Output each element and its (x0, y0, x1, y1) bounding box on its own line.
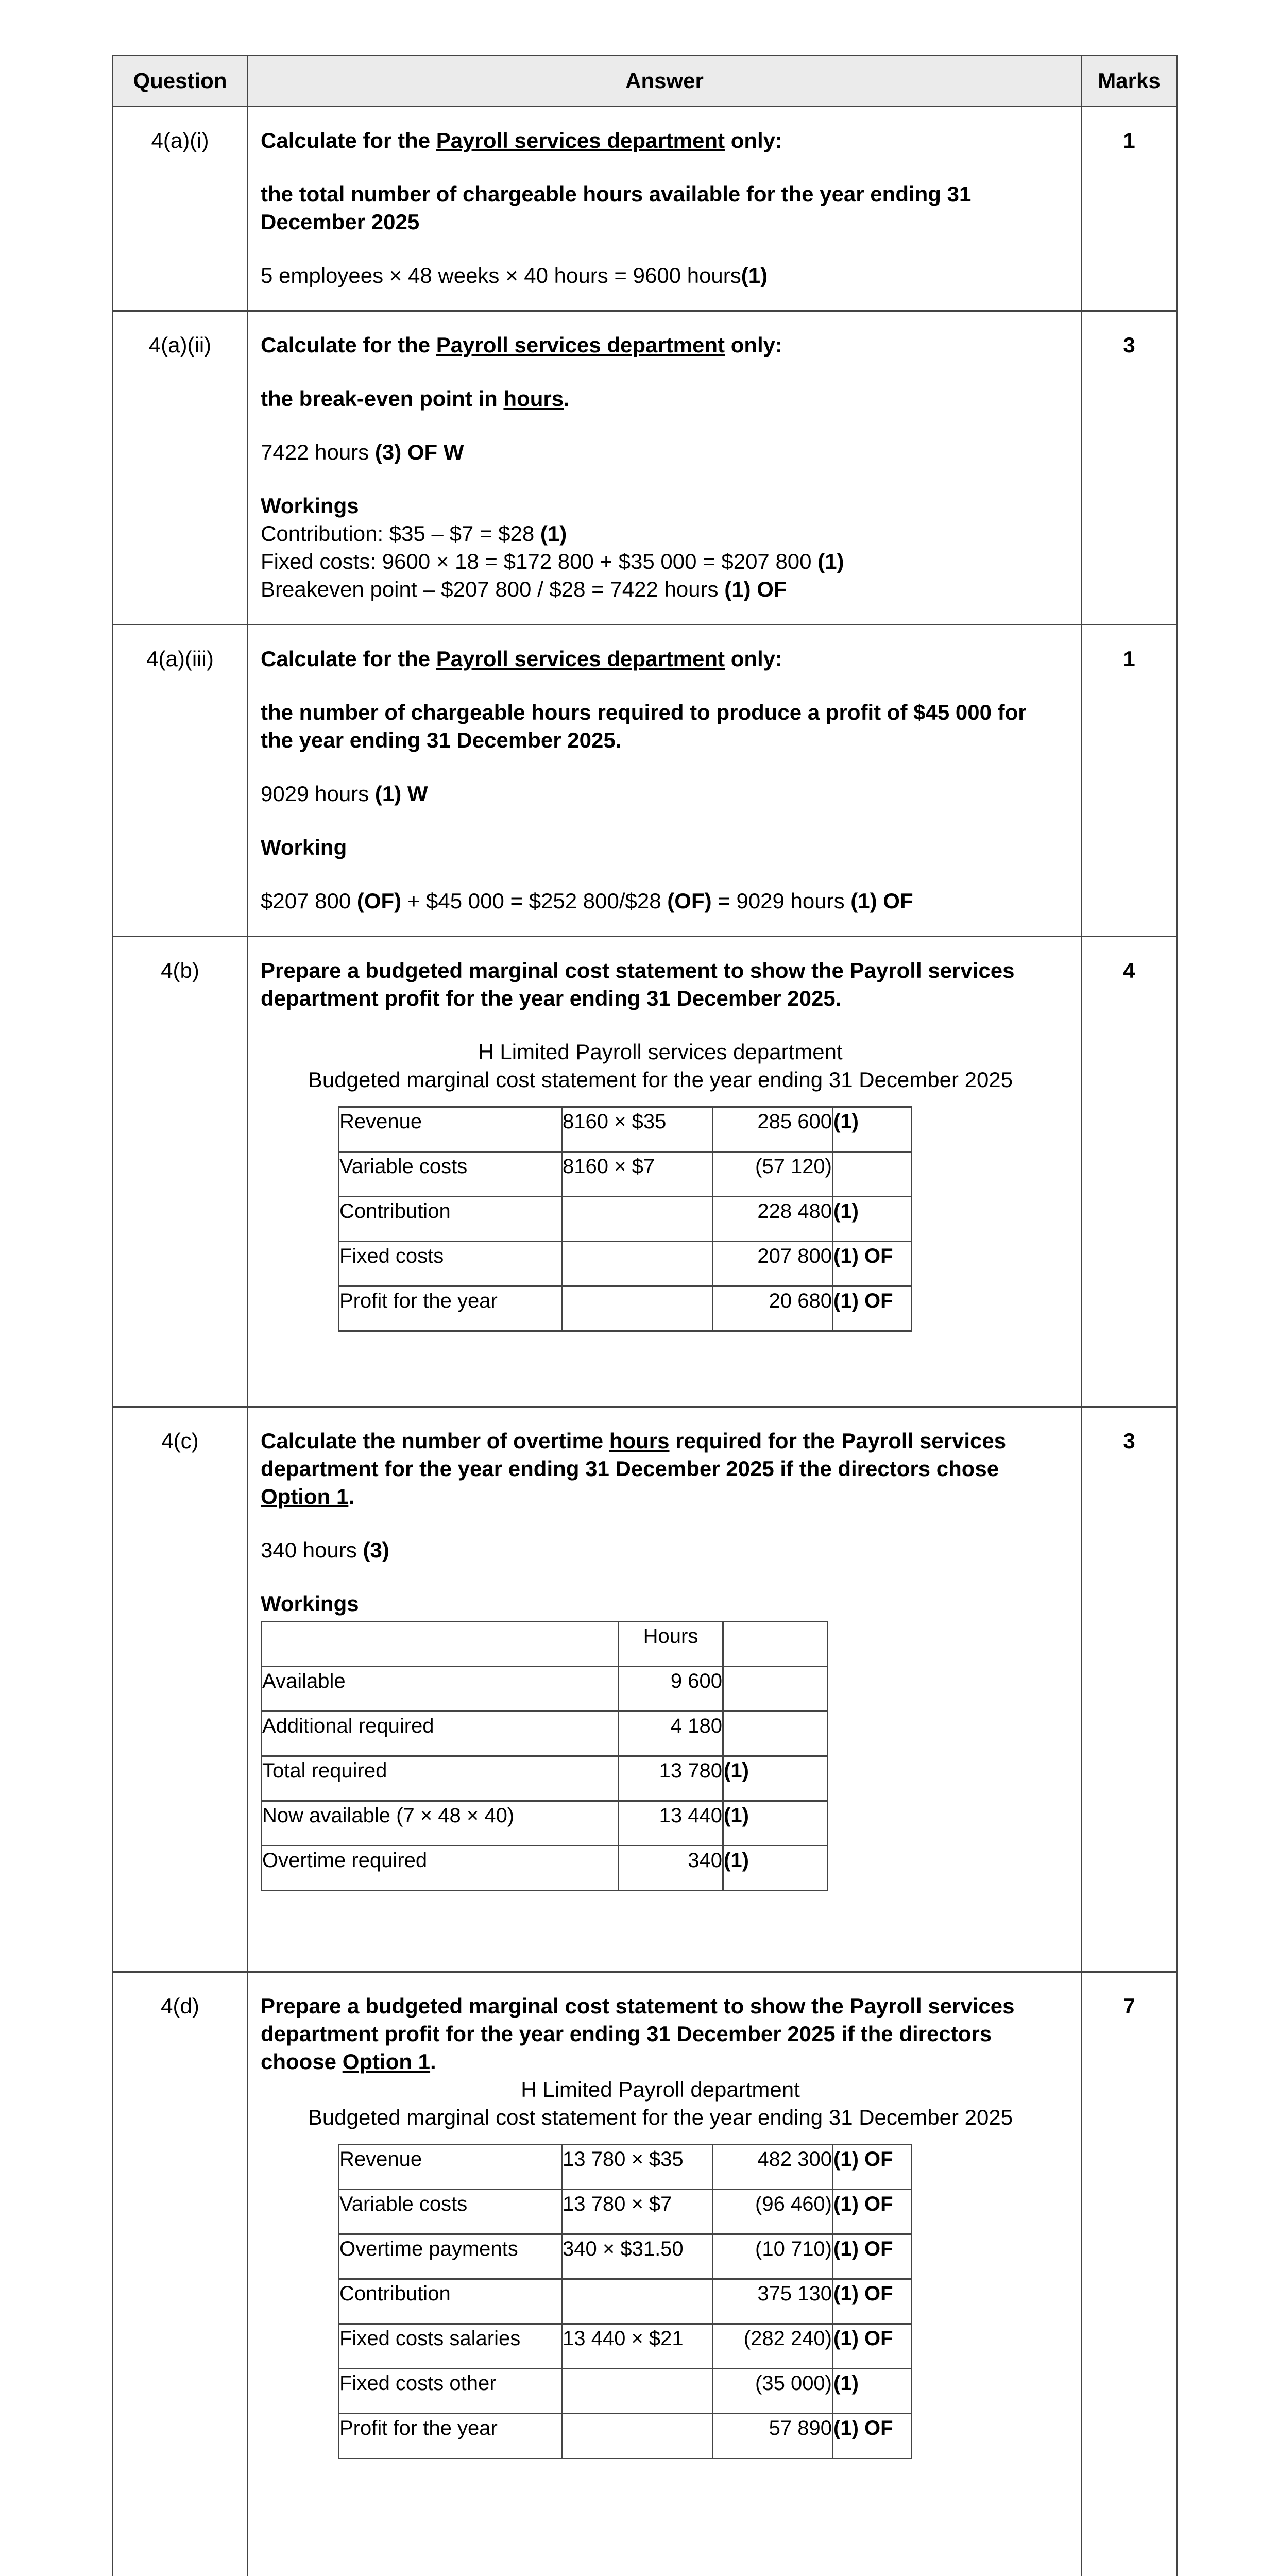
question-prompt: Prepare a budgeted marginal cost statement to show the Payroll services department profit for the year ending 31 December 2025. (261, 958, 1015, 1010)
working-line: Contribution: $35 – $7 = $28 (1) (261, 521, 567, 546)
row-label: Overtime payments (339, 2234, 562, 2279)
row-label: Profit for the year (339, 1286, 562, 1331)
working-line: $207 800 (OF) + $45 000 = $252 800/$28 (OF) = 9029 hours (1) OF (261, 889, 913, 913)
question-number: 4(a)(ii) (113, 311, 248, 625)
table-row (339, 1152, 912, 1197)
answer-text: 9029 hours (1) W (261, 782, 428, 806)
question-prompt: Prepare a budgeted marginal cost statement to show the Payroll services department profit for the year ending 31 December 2025 if the directors choose Option 1. (261, 1994, 1015, 2074)
working-line: Breakeven point – $207 800 / $28 = 7422 hours (1) OF (261, 577, 787, 601)
row-mark: (1) OF (833, 2145, 912, 2190)
header-row (113, 56, 1177, 107)
statement-title: H Limited Payroll services department (478, 1040, 843, 1064)
row-calc: 13 780 × $35 (562, 2145, 713, 2190)
row-mark (723, 1667, 828, 1711)
question-subprompt: the break-even point in hours. (261, 386, 570, 411)
row-label: Now available (7 × 48 × 40) (262, 1801, 619, 1846)
row-mark: (1) OF (833, 1242, 912, 1286)
row-label: Total required (262, 1756, 619, 1801)
row-value: 20 680 (713, 1286, 833, 1331)
question-row-4c (113, 1407, 1177, 1972)
table-row (339, 2145, 912, 2190)
question-row-4d (113, 1972, 1177, 2576)
row-value: 207 800 (713, 1242, 833, 1286)
row-calc (562, 1242, 713, 1286)
row-value: (10 710) (713, 2234, 833, 2279)
table-row (262, 1667, 828, 1711)
row-mark: (1) OF (833, 1286, 912, 1331)
question-row-4aii (113, 311, 1177, 625)
workings-heading: Workings (261, 1591, 359, 1616)
row-mark: (1) (833, 2369, 912, 2414)
question-prompt: Calculate for the Payroll services department only: (261, 647, 783, 671)
question-subprompt: the total number of chargeable hours available for the year ending 31 December 2025 (261, 182, 972, 234)
row-calc (562, 1286, 713, 1331)
table-row (262, 1801, 828, 1846)
marks-value: 1 (1082, 107, 1177, 311)
marks-value: 3 (1082, 1407, 1177, 1972)
answer-cell (248, 937, 1082, 1407)
row-value: (57 120) (713, 1152, 833, 1197)
statement-table (338, 1106, 912, 1332)
question-prompt: Calculate for the Payroll services department only: (261, 333, 783, 357)
row-calc: 8160 × $35 (562, 1107, 713, 1152)
row-calc: 340 × $31.50 (562, 2234, 713, 2279)
statement-title: H Limited Payroll department (521, 2077, 800, 2102)
question-number: 4(a)(iii) (113, 625, 248, 937)
question-number: 4(d) (113, 1972, 248, 2576)
row-mark: (1) (833, 1107, 912, 1152)
mark-scheme-table (112, 55, 1178, 2576)
table-row (262, 1846, 828, 1891)
answer-text: 340 hours (3) (261, 1538, 389, 1562)
row-value: (35 000) (713, 2369, 833, 2414)
row-mark: (1) (723, 1756, 828, 1801)
row-value: (96 460) (713, 2190, 833, 2234)
table-row (339, 2190, 912, 2234)
question-prompt: Calculate for the Payroll services department only: (261, 128, 783, 152)
row-label: Additional required (262, 1711, 619, 1756)
answer-text: 7422 hours (3) OF W (261, 440, 464, 464)
row-label: Revenue (339, 1107, 562, 1152)
row-mark: (1) OF (833, 2324, 912, 2369)
row-value: 228 480 (713, 1197, 833, 1242)
table-row (339, 2279, 912, 2324)
question-number: 4(a)(i) (113, 107, 248, 311)
row-mark: (1) OF (833, 2279, 912, 2324)
row-mark: (1) (833, 1197, 912, 1242)
row-calc (562, 2369, 713, 2414)
answer-calculation: 5 employees × 48 weeks × 40 hours = 9600 hours(1) (261, 263, 768, 287)
marks-value: 1 (1082, 625, 1177, 937)
row-label: Fixed costs salaries (339, 2324, 562, 2369)
row-label: Fixed costs other (339, 2369, 562, 2414)
table-row (339, 1197, 912, 1242)
working-line: Fixed costs: 9600 × 18 = $172 800 + $35 000 = $207 800 (1) (261, 549, 844, 573)
row-calc (562, 1197, 713, 1242)
statement-subtitle: Budgeted marginal cost statement for the year ending 31 December 2025 (308, 1067, 1013, 1092)
row-calc (562, 2414, 713, 2459)
answer-header: Answer (248, 56, 1082, 107)
table-header-row (262, 1622, 828, 1667)
marks-value: 4 (1082, 937, 1177, 1407)
hours-table (261, 1621, 828, 1891)
table-row (339, 1286, 912, 1331)
row-value: (282 240) (713, 2324, 833, 2369)
row-calc: 8160 × $7 (562, 1152, 713, 1197)
row-value: 9 600 (619, 1667, 723, 1711)
row-mark: (1) (723, 1801, 828, 1846)
marks-value: 3 (1082, 311, 1177, 625)
statement-table (338, 2144, 912, 2459)
answer-cell (248, 311, 1082, 625)
question-subprompt: the number of chargeable hours required to produce a profit of $45 000 for the year ending 31 December 2025. (261, 700, 1027, 752)
table-row (339, 1242, 912, 1286)
marks-value: 7 (1082, 1972, 1177, 2576)
question-header: Question (113, 56, 248, 107)
blank-cell (723, 1622, 828, 1667)
row-label: Available (262, 1667, 619, 1711)
row-value: 13 780 (619, 1756, 723, 1801)
statement-subtitle: Budgeted marginal cost statement for the year ending 31 December 2025 (308, 2105, 1013, 2129)
row-label: Fixed costs (339, 1242, 562, 1286)
table-row (262, 1756, 828, 1801)
row-mark: (1) OF (833, 2234, 912, 2279)
row-mark: (1) OF (833, 2190, 912, 2234)
row-mark: (1) OF (833, 2414, 912, 2459)
table-row (339, 2414, 912, 2459)
marks-header: Marks (1082, 56, 1177, 107)
row-label: Contribution (339, 1197, 562, 1242)
hours-column-header: Hours (619, 1622, 723, 1667)
table-row (339, 1107, 912, 1152)
table-row (339, 2369, 912, 2414)
question-number: 4(b) (113, 937, 248, 1407)
question-number: 4(c) (113, 1407, 248, 1972)
table-row (339, 2234, 912, 2279)
row-value: 285 600 (713, 1107, 833, 1152)
answer-cell (248, 1972, 1082, 2576)
row-calc: 13 780 × $7 (562, 2190, 713, 2234)
row-mark (833, 1152, 912, 1197)
question-row-4b (113, 937, 1177, 1407)
row-value: 57 890 (713, 2414, 833, 2459)
row-value: 13 440 (619, 1801, 723, 1846)
answer-cell (248, 107, 1082, 311)
question-row-4ai (113, 107, 1177, 311)
row-value: 4 180 (619, 1711, 723, 1756)
row-calc (562, 2279, 713, 2324)
question-row-4aiii (113, 625, 1177, 937)
answer-cell (248, 625, 1082, 937)
question-prompt: Calculate the number of overtime hours required for the Payroll services department for the year ending 31 December 2025 if the directors chose Option 1. (261, 1429, 1007, 1509)
row-calc: 13 440 × $21 (562, 2324, 713, 2369)
row-value: 375 130 (713, 2279, 833, 2324)
row-mark: (1) (723, 1846, 828, 1891)
row-label: Revenue (339, 2145, 562, 2190)
row-label: Profit for the year (339, 2414, 562, 2459)
row-label: Variable costs (339, 1152, 562, 1197)
row-label: Contribution (339, 2279, 562, 2324)
working-heading: Working (261, 835, 347, 859)
table-row (262, 1711, 828, 1756)
blank-cell (262, 1622, 619, 1667)
row-value: 482 300 (713, 2145, 833, 2190)
table-row (339, 2324, 912, 2369)
row-label: Overtime required (262, 1846, 619, 1891)
row-value: 340 (619, 1846, 723, 1891)
workings-heading: Workings (261, 494, 359, 518)
row-label: Variable costs (339, 2190, 562, 2234)
row-mark (723, 1711, 828, 1756)
answer-cell (248, 1407, 1082, 1972)
